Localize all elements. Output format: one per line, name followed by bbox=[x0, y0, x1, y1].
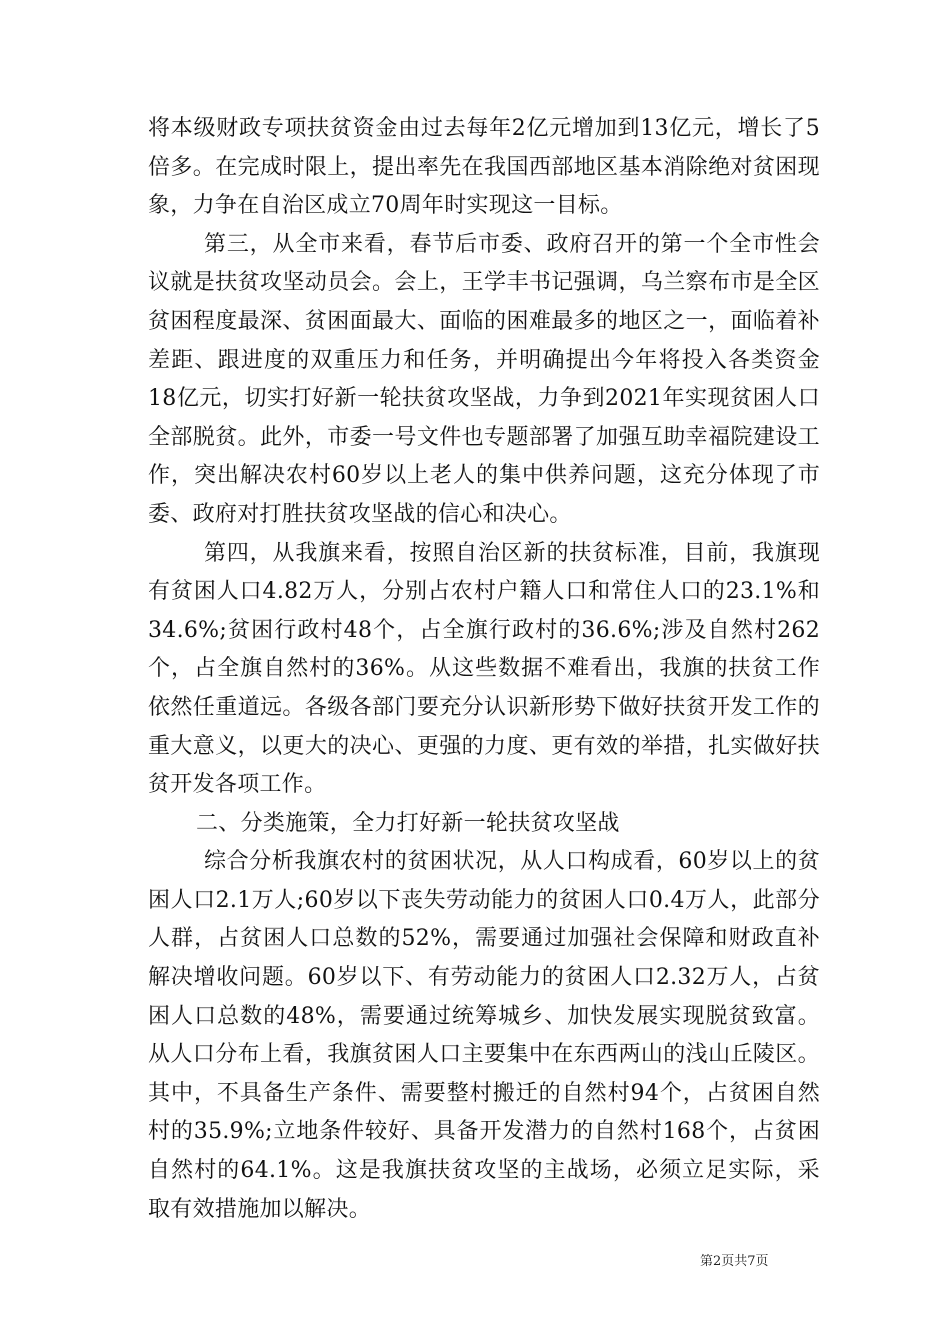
page-number: 第2页共7页 bbox=[700, 1254, 769, 1269]
document-body bbox=[148, 110, 820, 1229]
paragraph-city: 第三，从全市来看，春节后市委、政府召开的第一个全市性会议就是扶贫攻坚动员会。会上，王学丰书记强调，乌兰察布市是全区贫困程度最深、贫困面最大、面临的困难最多的地区之一，面临着补差距、跟进度的双重压力和任务，并明确提出今年将投入各类资金18亿元，切实打好新一轮扶贫攻坚战，力争到2021年实现贫困人口全部脱贫。此外，市委一号文件也专题部署了加强互助幸福院建设工作，突出解决农村60岁以上老人的集中供养问题，这充分体现了市委、政府对打胜扶贫攻坚战的信心和决心。 bbox=[148, 231, 820, 527]
paragraph-analysis: 综合分析我旗农村的贫困状况，从人口构成看，60岁以上的贫困人口2.1万人;60岁以下丧失劳动能力的贫困人口0.4万人，此部分人群，占贫困人口总数的52%，需要通过加强社会保障和财政直补解决增收问题。60岁以下、有劳动能力的贫困人口2.32万人，占贫困人口总数的48%，需要通过统筹城乡、加快发展实现脱贫致富。从人口分布上看，我旗贫困人口主要集中在东西两山的浅山丘陵区。其中，不具备生产条件、需要整村搬迁的自然村94个，占贫困自然村的35.9%;立地条件较好、具备开发潜力的自然村168个，占贫困自然村的64.1%。这是我旗扶贫攻坚的主战场，必须立足实际，采取有效措施加以解决。 bbox=[148, 849, 820, 1222]
paragraph-continuation: 将本级财政专项扶贫资金由过去每年2亿元增加到13亿元，增长了5倍多。在完成时限上，提出率先在我国西部地区基本消除绝对贫困现象，力争在自治区成立70周年时实现这一目标。 bbox=[148, 116, 820, 219]
section-heading: 二、分类施策，全力打好新一轮扶贫攻坚战 bbox=[196, 810, 620, 836]
paragraph-banner: 第四，从我旗来看，按照自治区新的扶贫标准，目前，我旗现有贫困人口4.82万人，分别占农村户籍人口和常住人口的23.1%和34.6%;贫困行政村48个，占全旗行政村的36.6%;涉及自然村262个，占全旗自然村的36%。从这些数据不难看出，我旗的扶贫工作依然任重道远。各级各部门要充分认识新形势下做好扶贫开发工作的重大意义，以更大的决心、更强的力度、更有效的举措，扎实做好扶贫开发各项工作。 bbox=[148, 540, 820, 798]
